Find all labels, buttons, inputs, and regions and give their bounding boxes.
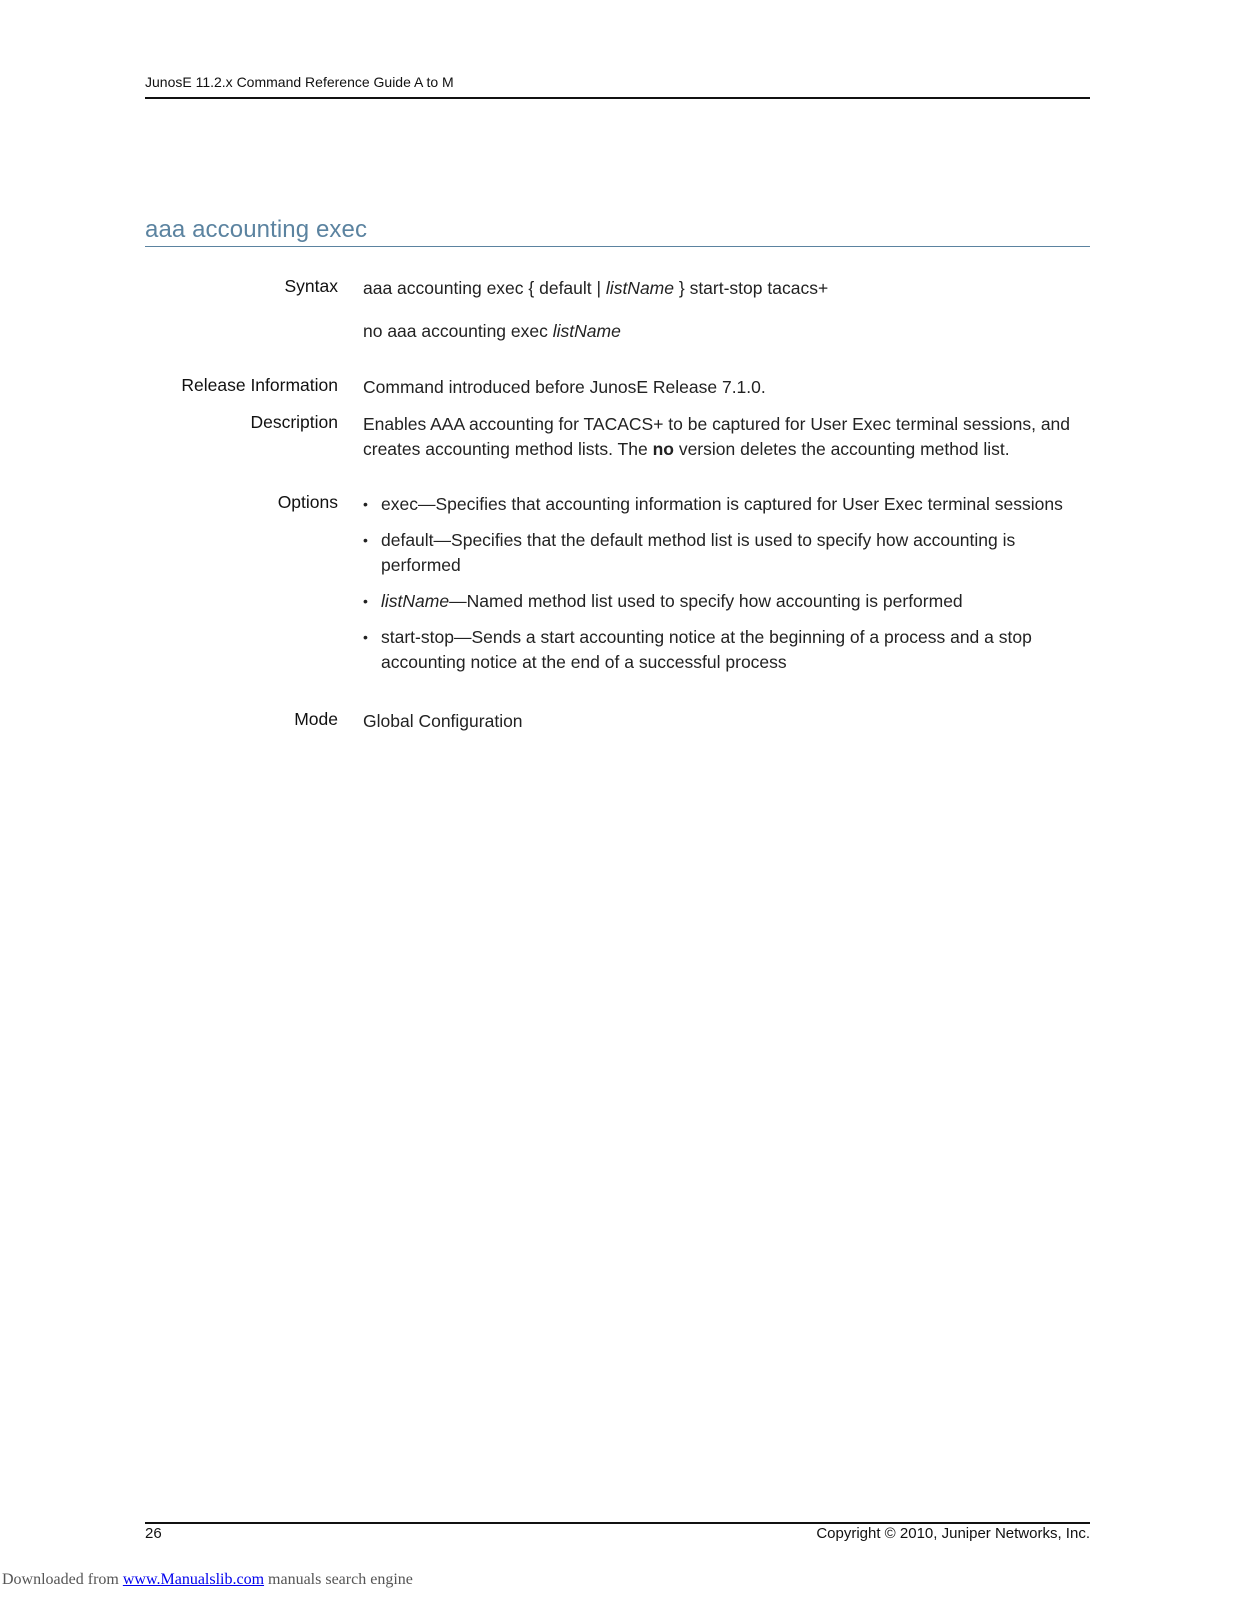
section-title: aaa accounting exec	[145, 216, 368, 243]
mode-label: Mode	[294, 709, 338, 729]
header-divider	[145, 97, 1090, 99]
bullet-icon: •	[363, 532, 368, 548]
description-text	[363, 412, 1093, 462]
release-label: Release Information	[181, 375, 338, 395]
copyright-notice: Copyright © 2010, Juniper Networks, Inc.	[816, 1525, 1090, 1542]
description-no-keyword: no	[652, 439, 674, 459]
footer-divider	[145, 1522, 1090, 1524]
description-part-a: Enables AAA accounting for TACACS+ to be captured for User Exec terminal sessions, and creates accounting method lists. The	[363, 414, 1071, 459]
option-desc: —Specifies that accounting information is captured for User Exec terminal sessions	[417, 494, 1063, 514]
syntax-line-1-part-a: aaa accounting exec { default |	[363, 278, 606, 298]
syntax-label: Syntax	[284, 276, 338, 296]
syntax-line-1	[363, 276, 1093, 301]
bullet-icon: •	[363, 593, 368, 609]
option-term: listName	[381, 591, 450, 611]
option-desc: —Specifies that the default method list is used to specify how accounting is performed	[381, 530, 1016, 575]
title-divider	[145, 246, 1090, 247]
options-list	[363, 492, 1093, 675]
option-item-start-stop	[363, 625, 1093, 675]
option-item-exec	[363, 492, 1093, 517]
options-label: Options	[277, 492, 338, 512]
option-desc: —Sends a start accounting notice at the beginning of a process and a stop accounting notice at the end of a successful process	[381, 627, 1032, 672]
option-term: exec	[381, 494, 418, 514]
syntax-line-1-part-b: } start-stop tacacs+	[674, 278, 829, 298]
mode-text: Global Configuration	[363, 711, 523, 731]
description-label: Description	[250, 412, 338, 432]
syntax-line-2-param: listName	[552, 321, 621, 341]
bullet-icon: •	[363, 629, 368, 645]
download-notice	[2, 1571, 413, 1589]
syntax-line-1-param: listName	[605, 278, 674, 298]
syntax-line-2	[363, 319, 1093, 344]
download-suffix: manuals search engine	[264, 1571, 413, 1588]
bullet-icon: •	[363, 496, 368, 512]
option-term: start-stop	[381, 627, 454, 647]
running-header: JunosE 11.2.x Command Reference Guide A to M	[145, 74, 454, 90]
description-part-b: version deletes the accounting method list.	[673, 439, 1010, 459]
syntax-line-2-part-a: no aaa accounting exec	[363, 321, 553, 341]
download-prefix: Downloaded from	[2, 1571, 123, 1588]
option-item-default	[363, 528, 1093, 578]
option-desc: —Named method list used to specify how accounting is performed	[449, 591, 963, 611]
manualslib-link[interactable]: www.Manualslib.com	[122, 1571, 265, 1588]
release-text: Command introduced before JunosE Release 7.1.0.	[363, 377, 766, 397]
page-number: 26	[145, 1525, 162, 1542]
option-item-listname	[363, 589, 1093, 614]
option-term: default	[381, 530, 434, 550]
